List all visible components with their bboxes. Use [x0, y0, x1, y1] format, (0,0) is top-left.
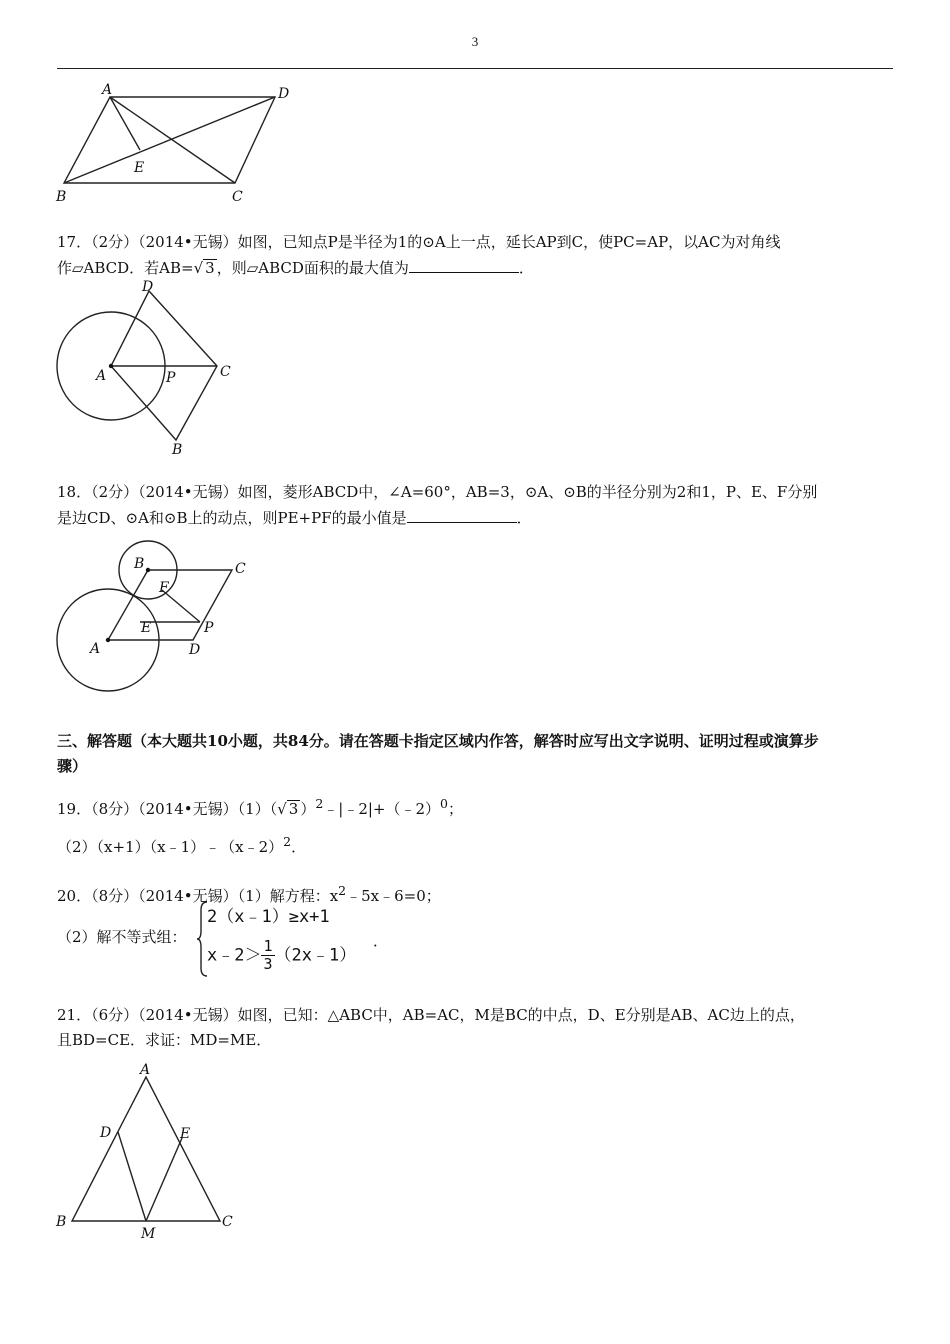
segment-dm: [118, 1132, 146, 1221]
segment-em: [146, 1138, 182, 1221]
q18-text: 是边CD、⊙A和⊙B上的动点，则PE+PF的最小值是: [57, 509, 407, 527]
q20-part2-label: （2）解不等式组：: [57, 928, 187, 946]
section-3-heading-line1: 三、解答题（本大题共10小题，共84分。请在答题卡指定区域内作答，解答时应写出文字说明、证明过程或演算步: [57, 732, 819, 750]
q17-text-end: ．: [518, 259, 534, 277]
question-19-line1: 19．（8分）（2014•无锡）（1）（√ 3 ）$^2$﹣|﹣2|+（﹣2）$^0$；: [57, 796, 464, 818]
fig21-label-a: A: [140, 1062, 151, 1078]
q17-sqrt: 3: [205, 259, 215, 277]
frac-numerator: 1: [263, 937, 273, 955]
q17-text-pre: 作▱ABCD．若AB=: [57, 259, 194, 277]
fig21-label-b: B: [56, 1214, 67, 1230]
q19-text-end: ；: [448, 800, 464, 818]
fig18-label-d: D: [189, 642, 201, 658]
fig16-label-a: A: [102, 82, 113, 98]
section-3-heading-line2: 骤）: [57, 757, 88, 775]
q20-text-rest: ﹣5x﹣6=0；: [346, 887, 441, 905]
q19-part2-end: ．: [291, 838, 307, 856]
q19-sqrt: 3: [288, 800, 299, 818]
q19-text-rest: ﹣|﹣2|+（﹣2）: [323, 800, 441, 818]
q19-sup2: 0: [440, 796, 448, 811]
fig18-label-f: F: [159, 580, 169, 596]
frac-denominator: 3: [263, 955, 273, 973]
q19-sup: 2: [315, 796, 324, 811]
question-18-line1: 18．（2分）（2014•无锡）如图，菱形ABCD中，∠A=60°，AB=3，⊙A、⊙B的半径分别为2和1，P、E、F分别: [57, 483, 818, 501]
q19-text-pre: 19．（8分）（2014•无锡）（1）（: [57, 800, 278, 818]
question-17-line2: 作▱ABCD．若AB=√ 3 ，则▱ABCD面积的最大值为 ．: [57, 259, 534, 277]
question-21-line1: 21．（6分）（2014•无锡）如图，已知：△ABC中，AB=AC，M是BC的中点，D、E分别是AB、AC边上的点，: [57, 1006, 805, 1024]
fig18-label-p: P: [204, 620, 214, 636]
ineq2-pre: x﹣2＞: [207, 945, 262, 966]
triangle-abc: [72, 1077, 220, 1221]
question-21-line2: 且BD=CE．求证：MD=ME．: [57, 1031, 272, 1049]
q20-text: 20．（8分）（2014•无锡）（1）解方程：x: [57, 887, 339, 905]
fig18-label-b: B: [134, 556, 145, 572]
fig17-label-p: P: [166, 370, 176, 386]
ineq2-post: （2x﹣1）: [274, 945, 357, 966]
fig16-label-c: C: [232, 189, 243, 205]
fig18-label-a: A: [90, 641, 101, 657]
fig21-label-m: M: [141, 1226, 156, 1242]
fig17-label-a: A: [96, 368, 107, 384]
fig16-label-b: B: [56, 189, 67, 205]
question-17-line1: 17．（2分）（2014•无锡）如图，已知点P是半径为1的⊙A上一点，延长AP到C，使PC=AP，以AC为对角线: [57, 233, 781, 251]
inequality-1: 2（x﹣1）≥x+1: [207, 907, 330, 927]
q17-text-post: ，则▱ABCD面积的最大值为: [216, 259, 409, 277]
fig18-label-e: E: [141, 620, 152, 636]
fig21-label-d: D: [100, 1125, 112, 1141]
q20-end: ．: [373, 932, 389, 950]
q19-text-post: ）: [300, 800, 316, 818]
q18-text-end: ．: [516, 509, 532, 527]
fig18-label-c: C: [235, 561, 246, 577]
fig17-label-b: B: [172, 442, 183, 458]
fig16-label-e: E: [134, 160, 145, 176]
fig21-label-e: E: [180, 1126, 191, 1142]
page-number: 3: [471, 34, 479, 49]
q20-sup: 2: [338, 883, 347, 898]
fig21-label-c: C: [222, 1214, 233, 1230]
fig16-label-d: D: [278, 86, 290, 102]
q19-part2: （2）（x+1）（x﹣1）﹣（x﹣2）: [57, 838, 284, 856]
fig17-label-d: D: [142, 279, 154, 295]
q19-part2-sup: 2: [283, 834, 292, 849]
fig17-label-c: C: [220, 364, 231, 380]
